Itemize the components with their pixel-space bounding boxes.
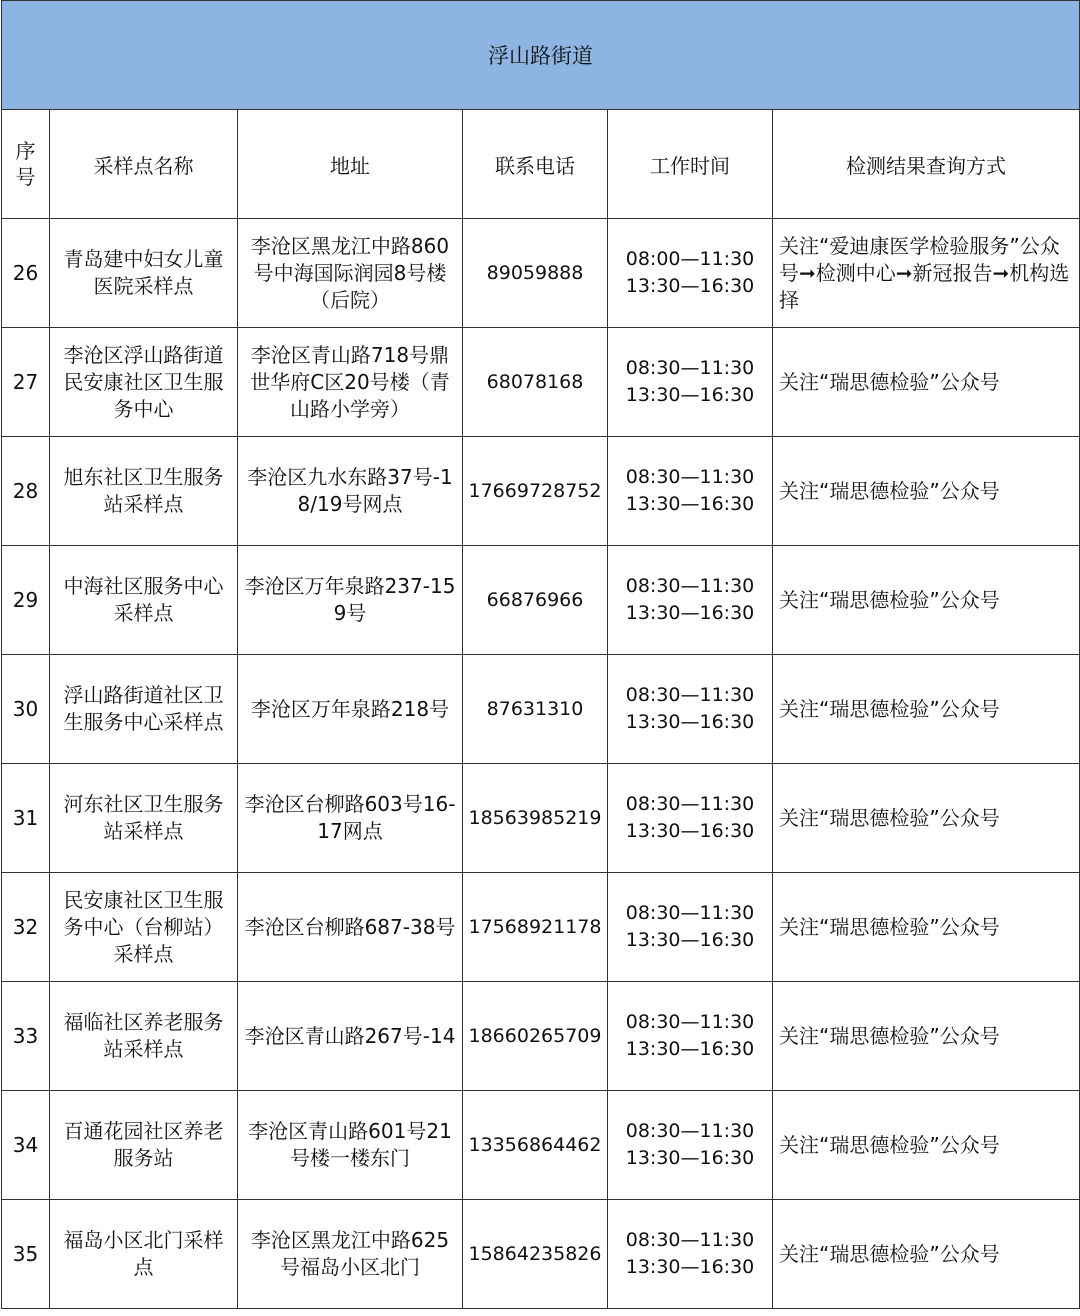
hours-afternoon: 13:30—16:30 (625, 384, 755, 406)
hours-afternoon: 13:30—16:30 (625, 1256, 755, 1278)
hours-afternoon: 13:30—16:30 (625, 820, 755, 842)
table-row (2, 655, 1080, 764)
cell-address (238, 1200, 463, 1309)
header-address: 地址 (238, 110, 463, 219)
hours-afternoon: 13:30—16:30 (625, 602, 755, 624)
name-text: 青岛建中妇女儿童医院采样点 (63, 247, 224, 298)
cell-seq (2, 219, 50, 328)
address-text: 李沧区青山路718号鼎世华府C区20号楼（青山路小学旁） (250, 342, 450, 421)
hours-afternoon: 13:30—16:30 (625, 929, 755, 951)
sampling-sites-table (1, 0, 1080, 1309)
query-text: 关注“瑞思德检验”公众号 (779, 478, 1000, 503)
cell-phone (463, 328, 608, 437)
hours-morning: 08:30—11:30 (625, 902, 755, 924)
cell-seq (2, 982, 50, 1091)
cell-seq (2, 546, 50, 655)
seq-text: 34 (12, 1132, 39, 1157)
cell-phone (463, 982, 608, 1091)
query-text: 关注“瑞思德检验”公众号 (779, 805, 1000, 830)
cell-hours (608, 546, 773, 655)
cell-query (773, 764, 1080, 873)
table-row (2, 437, 1080, 546)
cell-name (50, 655, 238, 764)
cell-name (50, 764, 238, 873)
seq-text: 31 (12, 805, 39, 830)
table-row (2, 1200, 1080, 1309)
seq-text: 27 (12, 369, 39, 394)
query-text: 关注“瑞思德检验”公众号 (779, 1241, 1000, 1266)
cell-name (50, 328, 238, 437)
title-row (2, 1, 1080, 110)
name-text: 李沧区浮山路街道民安康社区卫生服务中心 (63, 342, 224, 421)
phone-text: 18660265709 (468, 1024, 602, 1047)
cell-phone (463, 1200, 608, 1309)
hours-afternoon: 13:30—16:30 (625, 275, 755, 297)
seq-text: 33 (12, 1023, 39, 1048)
seq-text: 28 (12, 478, 39, 503)
cell-phone (463, 655, 608, 764)
table-row (2, 219, 1080, 328)
cell-query (773, 546, 1080, 655)
table-row (2, 764, 1080, 873)
cell-name (50, 219, 238, 328)
hours-morning: 08:30—11:30 (625, 793, 755, 815)
phone-text: 68078168 (486, 370, 584, 393)
phone-text: 17568921178 (468, 915, 602, 938)
phone-text: 89059888 (486, 261, 584, 284)
header-query: 检测结果查询方式 (773, 110, 1080, 219)
cell-seq (2, 437, 50, 546)
hours-morning: 08:30—11:30 (625, 1011, 755, 1033)
hours-morning: 08:30—11:30 (625, 575, 755, 597)
name-text: 福临社区养老服务站采样点 (63, 1010, 224, 1061)
cell-hours (608, 1091, 773, 1200)
table-row (2, 873, 1080, 982)
query-text: 关注“瑞思德检验”公众号 (779, 1023, 1000, 1048)
phone-text: 87631310 (486, 697, 584, 720)
address-text: 李沧区青山路601号21号楼一楼东门 (248, 1119, 452, 1170)
query-text: 关注“瑞思德检验”公众号 (779, 369, 1000, 394)
cell-query (773, 1091, 1080, 1200)
table-row (2, 328, 1080, 437)
address-text: 李沧区黑龙江中路860号中海国际润园8号楼（后院） (250, 233, 450, 312)
name-text: 旭东社区卫生服务站采样点 (63, 465, 224, 516)
hours-afternoon: 13:30—16:30 (625, 1147, 755, 1169)
cell-address (238, 1091, 463, 1200)
cell-seq (2, 328, 50, 437)
hours-afternoon: 13:30—16:30 (625, 493, 755, 515)
phone-text: 13356864462 (468, 1133, 602, 1156)
cell-phone (463, 437, 608, 546)
cell-name (50, 546, 238, 655)
cell-seq (2, 764, 50, 873)
hours-morning: 08:00—11:30 (625, 248, 755, 270)
cell-query (773, 982, 1080, 1091)
seq-text: 32 (12, 914, 39, 939)
table-title: 浮山路街道 (2, 1, 1080, 110)
header-phone: 联系电话 (463, 110, 608, 219)
cell-query (773, 219, 1080, 328)
header-name: 采样点名称 (50, 110, 238, 219)
cell-phone (463, 546, 608, 655)
table-row (2, 546, 1080, 655)
cell-query (773, 328, 1080, 437)
phone-text: 15864235826 (468, 1242, 602, 1265)
cell-hours (608, 437, 773, 546)
cell-hours (608, 655, 773, 764)
cell-phone (463, 1091, 608, 1200)
hours-morning: 08:30—11:30 (625, 1120, 755, 1142)
name-text: 河东社区卫生服务站采样点 (63, 792, 224, 843)
cell-name (50, 873, 238, 982)
cell-phone (463, 219, 608, 328)
hours-morning: 08:30—11:30 (625, 1229, 755, 1251)
cell-name (50, 982, 238, 1091)
query-text: 关注“瑞思德检验”公众号 (779, 696, 1000, 721)
cell-seq (2, 1091, 50, 1200)
cell-name (50, 437, 238, 546)
cell-address (238, 764, 463, 873)
cell-address (238, 655, 463, 764)
name-text: 民安康社区卫生服务中心（台柳站）采样点 (63, 887, 224, 966)
table-row (2, 982, 1080, 1091)
hours-afternoon: 13:30—16:30 (625, 1038, 755, 1060)
address-text: 李沧区青山路267号-14 (244, 1023, 456, 1048)
cell-seq (2, 1200, 50, 1309)
header-row (2, 110, 1080, 219)
cell-query (773, 437, 1080, 546)
address-text: 李沧区台柳路687-38号 (244, 914, 456, 939)
query-text: 关注“瑞思德检验”公众号 (779, 914, 1000, 939)
cell-query (773, 655, 1080, 764)
cell-address (238, 219, 463, 328)
hours-morning: 08:30—11:30 (625, 684, 755, 706)
cell-hours (608, 1200, 773, 1309)
cell-address (238, 437, 463, 546)
cell-address (238, 546, 463, 655)
header-seq: 序号 (2, 110, 50, 219)
hours-morning: 08:30—11:30 (625, 357, 755, 379)
query-text: 关注“瑞思德检验”公众号 (779, 1132, 1000, 1157)
cell-query (773, 1200, 1080, 1309)
address-text: 李沧区万年泉路218号 (250, 696, 450, 721)
cell-query (773, 873, 1080, 982)
cell-name (50, 1200, 238, 1309)
address-text: 李沧区万年泉路237-159号 (244, 574, 456, 625)
cell-phone (463, 764, 608, 873)
cell-phone (463, 873, 608, 982)
seq-text: 29 (12, 587, 39, 612)
table-body (2, 219, 1080, 1309)
query-text: 关注“瑞思德检验”公众号 (779, 587, 1000, 612)
phone-text: 66876966 (486, 588, 584, 611)
cell-seq (2, 655, 50, 764)
cell-address (238, 873, 463, 982)
seq-text: 30 (12, 696, 39, 721)
name-text: 中海社区服务中心采样点 (63, 574, 224, 625)
cell-address (238, 328, 463, 437)
cell-hours (608, 764, 773, 873)
seq-text: 26 (12, 260, 39, 285)
name-text: 百通花园社区养老服务站 (63, 1119, 224, 1170)
address-text: 李沧区黑龙江中路625号福岛小区北门 (250, 1228, 450, 1279)
phone-text: 17669728752 (468, 479, 602, 502)
table-row (2, 1091, 1080, 1200)
seq-text: 35 (12, 1241, 39, 1266)
name-text: 福岛小区北门采样点 (63, 1228, 224, 1279)
hours-afternoon: 13:30—16:30 (625, 711, 755, 733)
name-text: 浮山路街道社区卫生服务中心采样点 (63, 683, 224, 734)
cell-hours (608, 328, 773, 437)
cell-hours (608, 219, 773, 328)
cell-hours (608, 873, 773, 982)
address-text: 李沧区九水东路37号-18/19号网点 (247, 465, 453, 516)
cell-hours (608, 982, 773, 1091)
phone-text: 18563985219 (468, 806, 602, 829)
cell-name (50, 1091, 238, 1200)
query-text: 关注“爱迪康医学检验服务”公众号➞检测中心➞新冠报告➞机构选择 (779, 233, 1070, 312)
header-hours: 工作时间 (608, 110, 773, 219)
address-text: 李沧区台柳路603号16-17网点 (244, 792, 456, 843)
cell-seq (2, 873, 50, 982)
hours-morning: 08:30—11:30 (625, 466, 755, 488)
cell-address (238, 982, 463, 1091)
